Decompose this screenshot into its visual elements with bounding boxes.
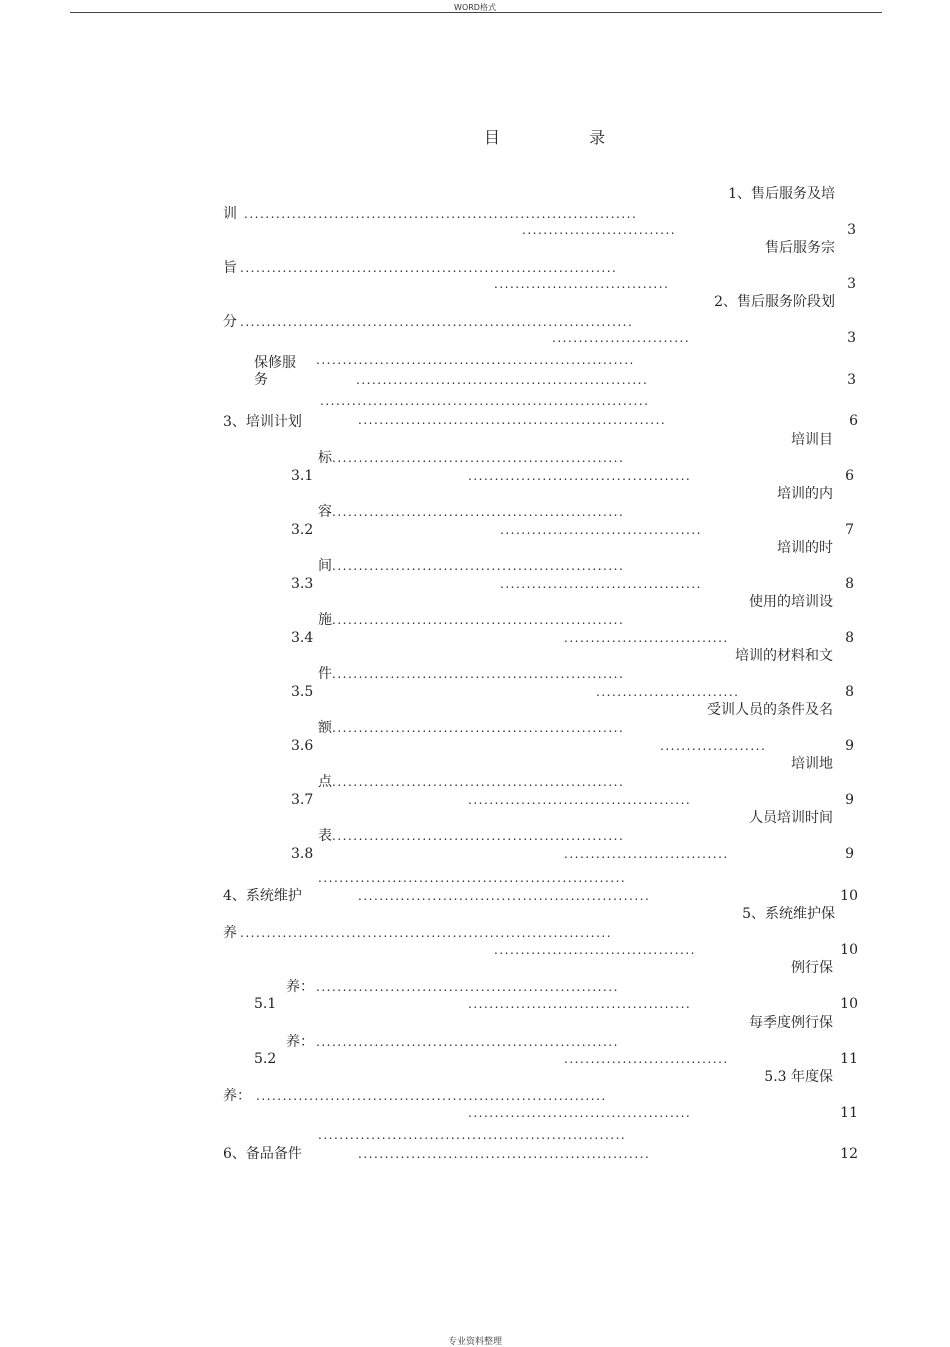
toc-leader-dots: .......................................................	[332, 721, 625, 735]
toc-section-number: 3.7	[291, 792, 314, 808]
toc-entry-label-cont: 施	[318, 612, 332, 628]
toc-leader-dots: ..........................................................................	[244, 207, 638, 221]
toc-entry-label: 使用的培训设	[749, 594, 833, 610]
toc-entry-label: 培训的内	[777, 486, 833, 502]
toc-page-number: 9	[845, 792, 854, 808]
toc-page-number: 6	[845, 468, 854, 484]
toc-leader-dots: ..........................................................	[358, 413, 667, 427]
toc-leader-dots: ......................................	[500, 523, 702, 537]
toc-entry-label: 4、系统维护	[223, 888, 302, 904]
toc-section-number: 3.2	[291, 522, 314, 538]
toc-entry-label: 1、售后服务及培	[728, 186, 835, 202]
toc-leader-dots: .......................................................	[332, 829, 625, 843]
toc-page-number: 10	[840, 996, 858, 1012]
toc-entry-label: 3、培训计划	[223, 414, 302, 430]
toc-entry-label: 培训地	[791, 756, 833, 772]
toc-entry-label: 人员培训时间	[749, 810, 833, 826]
toc-leader-dots: ...............................	[564, 1052, 729, 1066]
toc-leader-dots: ...........................	[596, 685, 740, 699]
page-footer: 专业资料整理	[447, 1337, 502, 1347]
toc-leader-dots: .........................................................	[316, 1035, 619, 1049]
toc-leader-dots: ............................................................	[316, 353, 635, 367]
toc-leader-dots: ......................................	[494, 943, 696, 957]
toc-page-number: 10	[840, 942, 858, 958]
toc-page-number: 11	[840, 1051, 858, 1067]
toc-leader-dots: .......................................................	[332, 505, 625, 519]
toc-entry-label-cont: 养：	[286, 979, 314, 995]
toc-entry-label: 2、售后服务阶段划	[714, 294, 835, 310]
toc-entry-label-cont: 件	[318, 666, 332, 682]
toc-entry-label-cont: 养	[223, 925, 237, 941]
toc-entry-label-cont: 容	[318, 504, 332, 520]
toc-title: 目 录	[484, 128, 648, 147]
toc-leader-dots: ..........................................	[468, 1106, 692, 1120]
toc-entry-label-cont: 标	[318, 450, 332, 466]
toc-page-number: 9	[845, 738, 854, 754]
toc-leader-dots: ..........................................................	[318, 1128, 627, 1142]
toc-entry-label-cont: 养：	[223, 1088, 251, 1104]
toc-page-number: 3	[847, 372, 856, 388]
toc-entry-label: 培训的材料和文	[735, 648, 833, 664]
toc-entry-label-cont: 训	[223, 206, 237, 222]
toc-leader-dots: .......................................................	[332, 613, 625, 627]
toc-page-number: 3	[847, 276, 856, 292]
toc-page-number: 8	[845, 630, 854, 646]
page-header: WORD格式	[454, 3, 496, 12]
toc-entry-label-cont: 额	[318, 720, 332, 736]
toc-page-number: 7	[845, 522, 854, 538]
toc-entry-label-cont: 点	[318, 774, 332, 790]
toc-leader-dots: ......................................................................	[240, 926, 613, 940]
toc-entry-label: 受训人员的条件及名	[707, 702, 833, 718]
toc-leader-dots: .......................................................................	[240, 261, 618, 275]
toc-section-number: 5.2	[254, 1051, 277, 1067]
toc-page-number: 12	[840, 1146, 858, 1162]
toc-page-number: 9	[845, 846, 854, 862]
toc-leader-dots: ...............................	[564, 631, 729, 645]
toc-leader-dots: .......................................................	[332, 559, 625, 573]
toc-entry-label: 培训目	[791, 432, 833, 448]
toc-leader-dots: ..........................................	[468, 997, 692, 1011]
toc-page-number: 3	[847, 330, 856, 346]
toc-entry-label-cont: 养：	[286, 1034, 314, 1050]
toc-entry-label-cont: 间	[318, 558, 332, 574]
toc-entry-label-cont: 表	[318, 828, 332, 844]
toc-entry-label: 例行保	[791, 960, 833, 976]
toc-leader-dots: ..........................................	[468, 469, 692, 483]
toc-leader-dots: .................................	[494, 277, 670, 291]
toc-leader-dots: ..........................	[552, 331, 691, 345]
toc-entry-label: 5.3 年度保	[764, 1069, 833, 1085]
toc-page-number: 10	[840, 888, 858, 904]
toc-section-number: 3.8	[291, 846, 314, 862]
toc-leader-dots: .......................................................	[358, 1147, 651, 1161]
toc-leader-dots: ..............................................................	[320, 394, 650, 408]
toc-leader-dots: ..........................................................	[318, 871, 627, 885]
toc-page-number: 6	[849, 413, 858, 429]
toc-leader-dots: ......................................	[500, 577, 702, 591]
toc-section-number: 3.6	[291, 738, 314, 754]
toc-entry-label-cont: 分	[223, 314, 237, 330]
toc-leader-dots: ..........................................................................	[240, 315, 634, 329]
toc-leader-dots: ...............................	[564, 847, 729, 861]
toc-leader-dots: .......................................................	[332, 667, 625, 681]
toc-page-number: 8	[845, 684, 854, 700]
toc-section-number: 3.1	[291, 468, 314, 484]
toc-page-number: 11	[840, 1105, 858, 1121]
toc-entry-label-cont: 旨	[223, 260, 237, 276]
toc-entry-label: 5、系统维护保	[742, 906, 835, 922]
toc-leader-dots: .......................................................	[332, 775, 625, 789]
toc-leader-dots: .........................................................	[316, 980, 619, 994]
toc-page-number: 8	[845, 576, 854, 592]
toc-leader-dots: .............................	[522, 223, 677, 237]
toc-section-number: 3.4	[291, 630, 314, 646]
toc-section-number: 5.1	[254, 996, 277, 1012]
toc-entry-label: 每季度例行保	[749, 1015, 833, 1031]
toc-entry-label: 6、备品备件	[223, 1146, 302, 1162]
toc-leader-dots: .......................................................	[356, 373, 649, 387]
toc-entry-label: 保修服	[254, 355, 296, 371]
toc-leader-dots: ....................	[660, 739, 767, 753]
toc-leader-dots: .......................................................	[332, 451, 625, 465]
header-rule	[70, 12, 882, 13]
toc-page-number: 3	[847, 222, 856, 238]
toc-leader-dots: ..................................................................	[256, 1089, 607, 1103]
toc-leader-dots: ..........................................	[468, 793, 692, 807]
toc-entry-label: 售后服务宗	[765, 240, 835, 256]
toc-entry-label-cont: 务	[254, 372, 268, 388]
toc-section-number: 3.5	[291, 684, 314, 700]
toc-leader-dots: .......................................................	[358, 889, 651, 903]
toc-entry-label: 培训的时	[777, 540, 833, 556]
toc-section-number: 3.3	[291, 576, 314, 592]
